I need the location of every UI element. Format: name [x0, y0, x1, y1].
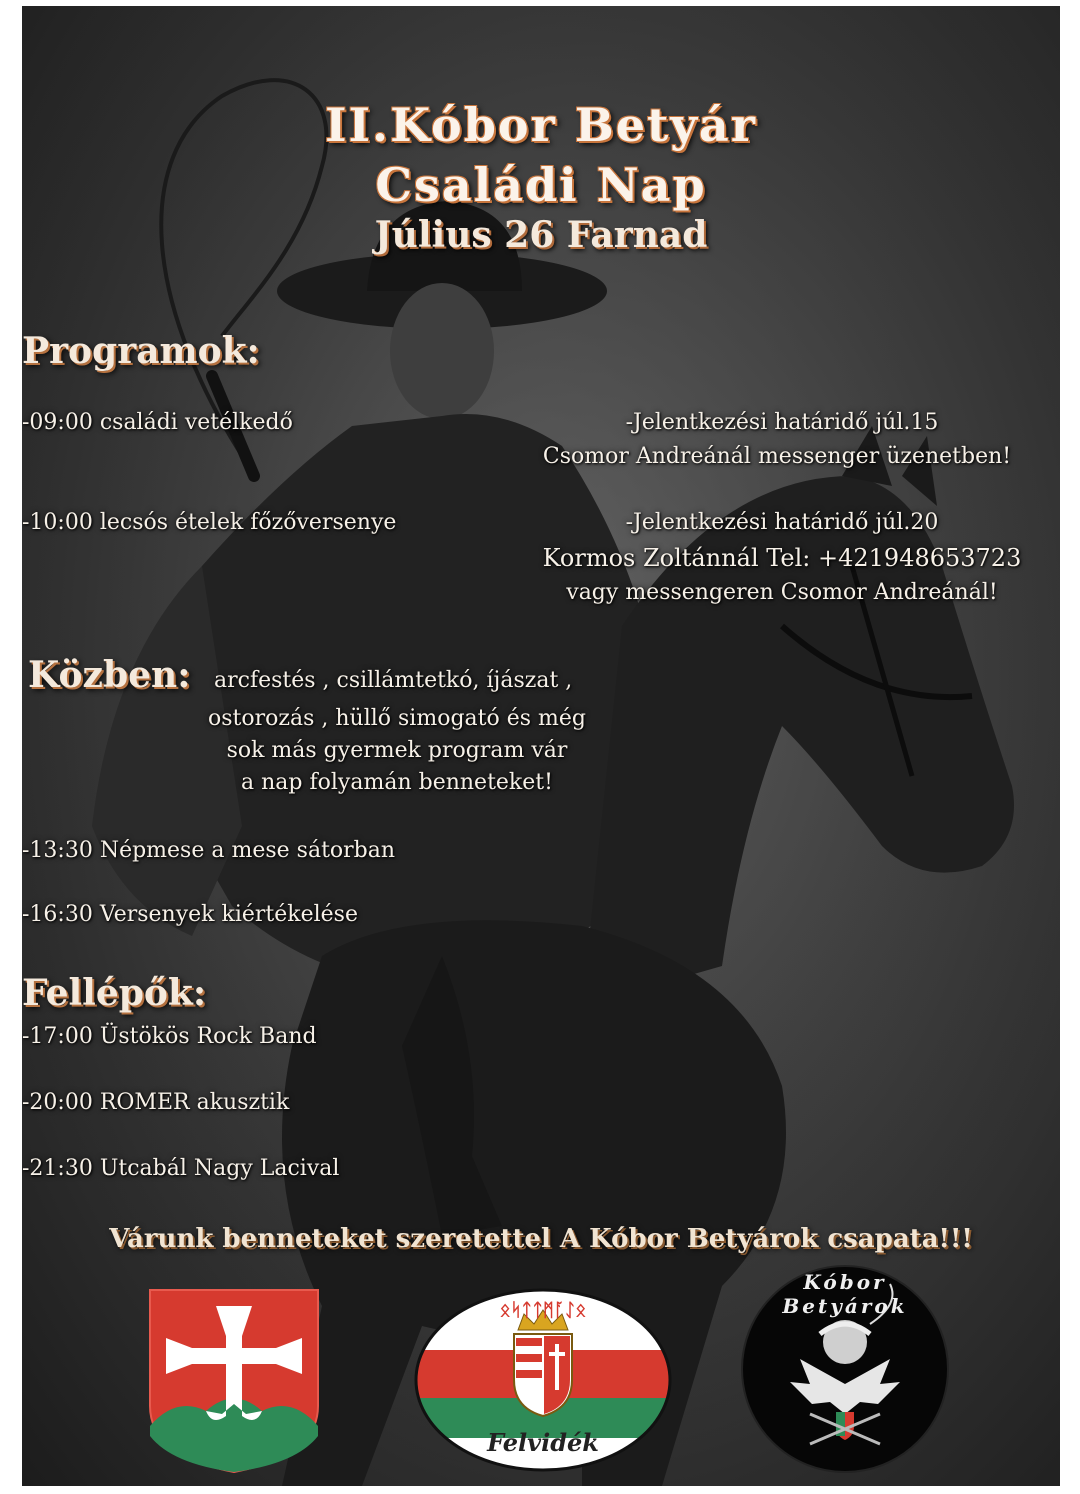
performer-item-3: -21:30 Utcabál Nagy Lacival	[22, 1156, 340, 1181]
felvidek-caption: Felvidék	[487, 1428, 599, 1457]
meanwhile-line-1: arcfestés , csillámtetkó, íjászat ,	[214, 668, 573, 693]
program-item-2: -10:00 lecsós ételek főzőversenye	[22, 510, 397, 535]
afternoon-item-2: -16:30 Versenyek kiértékelése	[22, 902, 358, 927]
date-place: Július 26 Farnad	[374, 214, 708, 256]
program-2-note-1: -Jelentkezési határidő júl.20	[625, 510, 939, 535]
meanwhile-line-4: a nap folyamán benneteket!	[241, 770, 553, 795]
program-1-note-1: -Jelentkezési határidő júl.15	[625, 410, 939, 435]
poster-title-line2: Családi Nap	[375, 158, 707, 212]
poster-title-line1: II.Kóbor Betyár	[325, 98, 757, 152]
programs-heading: Programok:	[22, 330, 260, 372]
performer-item-1: -17:00 Üstökös Rock Band	[22, 1024, 317, 1049]
meanwhile-line-3: sok más gyermek program vár	[226, 738, 568, 763]
event-poster	[22, 6, 1060, 1486]
closing-message: Várunk benneteket szeretettel A Kóbor Betyárok csapata!!!	[109, 1224, 973, 1254]
meanwhile-heading: Közben:	[28, 654, 191, 696]
afternoon-item-1: -13:30 Népmese a mese sátorban	[22, 838, 396, 863]
performers-heading: Fellépők:	[22, 972, 207, 1014]
kobor-betyarok-text: Kóbor Betyárok	[782, 1270, 908, 1318]
meanwhile-line-2: ostorozás , hüllő simogató és még	[208, 706, 586, 731]
performer-item-2: -20:00 ROMER akusztik	[22, 1090, 290, 1115]
program-item-1: -09:00 családi vetélkedő	[22, 410, 293, 435]
farnad-coat-of-arms-logo	[146, 1286, 322, 1474]
program-2-note-2: Kormos Zoltánnál Tel: +421948653723	[542, 544, 1022, 572]
program-1-note-2: Csomor Andreánál messenger üzenetben!	[542, 444, 1012, 469]
program-2-note-3: vagy messengeren Csomor Andreánál!	[566, 580, 998, 605]
felvidek-runes: ᛟᛋᛏᛏᛗᚪᛇᛟ	[499, 1300, 587, 1321]
